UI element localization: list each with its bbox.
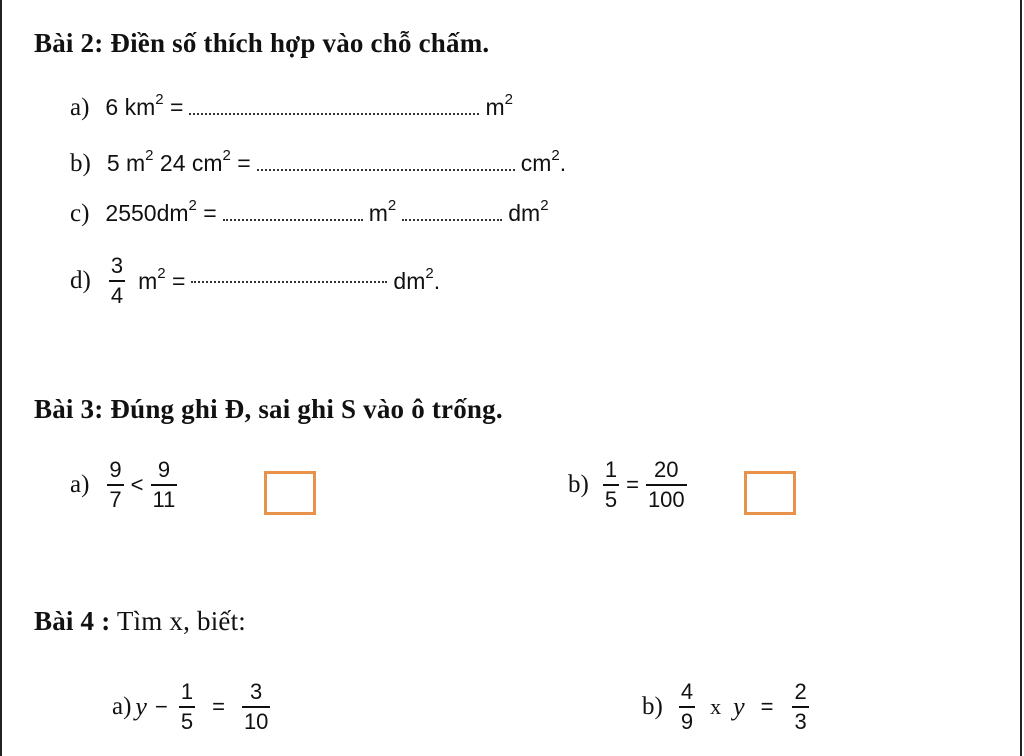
item-label: b) (642, 693, 663, 720)
operator-times: x (710, 694, 722, 719)
answer-blank-2[interactable] (402, 217, 502, 221)
exercise-2-item-b (70, 147, 567, 178)
item-label: c) (70, 200, 90, 227)
item-label: b) (568, 471, 589, 498)
unit: $cm^2$. (520, 147, 567, 176)
item-label: a) (112, 693, 132, 720)
operator-equals: = (760, 694, 774, 719)
exercise-4-item-b (642, 680, 812, 734)
answer-blank[interactable] (189, 111, 479, 115)
exercise-4-item-a (112, 680, 273, 734)
variable: y (135, 692, 147, 721)
exercise-4-title: Bài 4 : Tìm x, biết: (34, 606, 247, 636)
operator-equals: = (212, 694, 225, 719)
answer-blank[interactable] (257, 167, 515, 171)
fraction-right: $\frac{20}{100}$ (647, 457, 685, 512)
item-label: b) (70, 150, 91, 177)
exercise-2-item-d (70, 254, 440, 308)
expression: 6 $km^2$ = (105, 91, 184, 120)
fraction-left: $\frac{1}{5}$ (180, 679, 194, 734)
answer-checkbox-b[interactable] (744, 471, 796, 515)
expression: $2550dm^2$ = (105, 197, 217, 226)
fraction-left: $\frac{4}{9}$ (680, 679, 694, 734)
exercise-3-title: Bài 3: Đúng ghi Đ, sai ghi S vào ô trống. (34, 394, 503, 424)
variable: y (733, 692, 745, 721)
fraction-right: $\frac{2}{3}$ (794, 679, 807, 734)
expression: 5 $m^2$ 24 $cm^2$ = (106, 147, 251, 176)
operator: < (130, 472, 144, 497)
exercise-3-item-b (568, 458, 690, 512)
unit-1: $m^2$ (368, 197, 397, 226)
exercise-3-item-a (70, 458, 180, 512)
answer-blank-1[interactable] (223, 217, 363, 221)
fraction: $\frac{3}{4}$ (110, 253, 124, 308)
fraction-left: $\frac{9}{7}$ (109, 457, 122, 512)
exercise-2-item-a (70, 91, 513, 122)
operator: = (626, 472, 639, 497)
unit-2: $dm^2$ (508, 197, 549, 226)
exercise-2-title: Bài 2: Điền số thích hợp vào chỗ chấm. (34, 28, 490, 58)
answer-checkbox-a[interactable] (264, 471, 316, 515)
expression: $m^2$ = (138, 264, 186, 294)
fraction-right: $\frac{9}{11}$ (152, 457, 176, 512)
exercise-2-item-c (70, 197, 549, 228)
item-label: d) (70, 267, 91, 294)
operator-minus: − (154, 694, 168, 719)
unit: $m^2$ (485, 91, 513, 120)
item-label: a) (70, 471, 90, 498)
item-label: a) (70, 94, 90, 121)
unit: $dm^2$. (393, 264, 441, 294)
answer-blank[interactable] (191, 279, 387, 283)
fraction-left: $\frac{1}{5}$ (604, 457, 618, 512)
fraction-right: $\frac{3}{10}$ (243, 679, 269, 734)
